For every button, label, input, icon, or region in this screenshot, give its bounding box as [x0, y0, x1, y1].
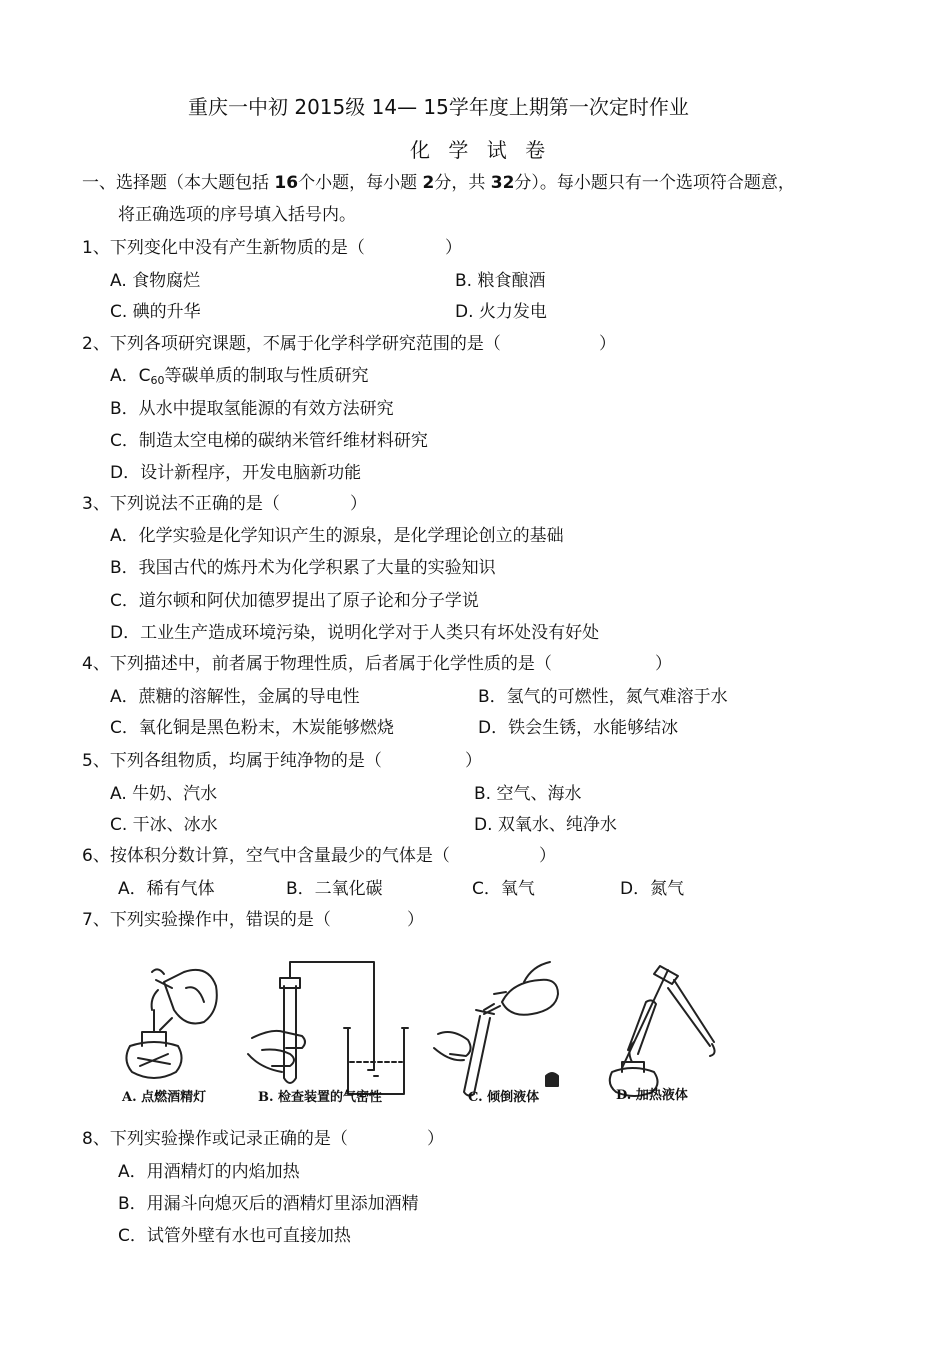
q5-answer-bracket: ）	[465, 751, 482, 771]
title-grade: 级	[345, 95, 366, 119]
q1-option-a: A. 食物腐烂	[110, 271, 201, 291]
q8-answer-bracket: ）	[427, 1129, 444, 1149]
title-term: 学年度上期第一次定时作业	[448, 95, 689, 119]
q4-stem-text: 4、下列描述中，前者属于物理性质，后者属于化学性质的是（	[82, 654, 552, 674]
title-year: 2015	[294, 95, 346, 119]
title-school: 重庆一中初	[188, 95, 288, 119]
q1-stem	[82, 237, 462, 259]
q3-option-b: B．我国古代的炼丹术为化学积累了大量的实验知识	[110, 558, 496, 578]
q6-option-d: D．氮气	[620, 879, 685, 899]
q3-stem	[82, 493, 367, 515]
page-title	[188, 96, 689, 118]
q3-answer-bracket: ）	[350, 494, 367, 514]
q2-option-d: D．设计新程序，开发电脑新功能	[110, 463, 362, 483]
instruction-text: 一、选择题（本大题包括	[82, 173, 269, 193]
q5-option-d: D. 双氧水、纯净水	[474, 815, 617, 835]
q4-stem	[82, 653, 672, 675]
q5-option-a: A. 牛奶、汽水	[110, 784, 218, 804]
q6-option-a: A．稀有气体	[118, 879, 215, 899]
title-range: 14— 15	[371, 95, 449, 119]
reagent-bottle-icon	[484, 962, 558, 1015]
q2-a-subscript: 60	[150, 374, 165, 387]
q2-option-a	[110, 365, 369, 387]
q8-option-c: C．试管外壁有水也可直接加热	[118, 1226, 351, 1246]
q3-option-c: C．道尔顿和阿伏加德罗提出了原子论和分子学说	[110, 591, 479, 611]
q7-caption-c: C. 倾倒液体	[468, 1090, 540, 1105]
section-instruction-2: 将正确选项的序号填入括号内。	[118, 205, 356, 225]
test-tube-icon	[280, 962, 374, 1083]
q2-option-c: C．制造太空电梯的碳纳米管纤维材料研究	[110, 431, 428, 451]
q2-option-b: B．从水中提取氢能源的有效方法研究	[110, 399, 394, 419]
q7-caption-a: A. 点燃酒精灯	[122, 1090, 207, 1105]
q6-option-b: B．二氧化碳	[286, 879, 383, 899]
beaker-icon	[344, 1028, 408, 1094]
q1-option-d: D. 火力发电	[455, 302, 547, 322]
q2-stem	[82, 333, 616, 355]
q4-answer-bracket: ）	[655, 654, 672, 674]
q5-stem-text: 5、下列各组物质，均属于纯净物的是（	[82, 751, 382, 771]
points-total: 32	[490, 173, 515, 193]
section-instruction	[82, 172, 795, 194]
q2-a-text: A．C	[110, 366, 151, 386]
q5-option-b: B. 空气、海水	[474, 784, 582, 804]
q3-option-d: D．工业生产造成环境污染，说明化学对于人类只有坏处没有好处	[110, 623, 600, 643]
q6-stem	[82, 845, 556, 867]
q4-option-b: B．氢气的可燃性，氮气难溶于水	[478, 687, 728, 707]
q4-option-c: C．氧化铜是黑色粉末，木炭能够燃烧	[110, 718, 394, 738]
q1-answer-bracket: ）	[445, 238, 462, 258]
test-tube-holder-icon	[622, 966, 715, 1068]
tilted-lamp-icon	[152, 969, 217, 1030]
page-subtitle: 化 学 试 卷	[410, 138, 552, 162]
q6-stem-text: 6、按体积分数计算，空气中含量最少的气体是（	[82, 846, 450, 866]
q7-stem-text: 7、下列实验操作中，错误的是（	[82, 910, 331, 930]
q4-option-d: D．铁会生锈，水能够结冰	[478, 718, 679, 738]
q8-stem	[82, 1128, 444, 1150]
q2-a-text-rest: 等碳单质的制取与性质研究	[164, 366, 369, 386]
q3-option-a: A．化学实验是化学知识产生的源泉，是化学理论创立的基础	[110, 526, 564, 546]
q8-option-a: A．用酒精灯的内焰加热	[118, 1162, 300, 1182]
alcohol-lamp-icon	[126, 990, 181, 1078]
q6-answer-bracket: ）	[539, 846, 556, 866]
q1-option-b: B. 粮食酿酒	[455, 271, 546, 291]
points-each: 2	[422, 173, 435, 193]
question-count: 16	[274, 173, 299, 193]
q4-option-a: A．蔗糖的溶解性，金属的导电性	[110, 687, 360, 707]
q7-caption-b: B. 检查装置的气密性	[258, 1090, 383, 1105]
q8-option-b: B．用漏斗向熄灭后的酒精灯里添加酒精	[118, 1194, 419, 1214]
q6-option-c: C．氧气	[472, 879, 535, 899]
q1-option-c: C. 碘的升华	[110, 302, 201, 322]
q7-answer-bracket: ）	[407, 910, 424, 930]
bottle-stopper-icon	[546, 1073, 558, 1086]
q7-stem	[82, 909, 424, 931]
holding-hand-icon	[434, 1032, 471, 1060]
q2-stem-text: 2、下列各项研究课题，不属于化学科学研究范围的是（	[82, 334, 501, 354]
q7-figure	[112, 958, 732, 1110]
q5-stem	[82, 750, 482, 772]
q8-stem-text: 8、下列实验操作或记录正确的是（	[82, 1129, 348, 1149]
q7-caption-d: D. 加热液体	[616, 1088, 688, 1103]
instruction-text: 分）。每小题只有一个选项符合题意，	[514, 173, 795, 193]
q5-option-c: C. 干冰、冰水	[110, 815, 218, 835]
q2-answer-bracket: ）	[599, 334, 616, 354]
q1-stem-text: 1、下列变化中没有产生新物质的是（	[82, 238, 365, 258]
instruction-text: 个小题，每小题	[298, 173, 418, 193]
instruction-text: 分，共	[434, 173, 486, 193]
q3-stem-text: 3、下列说法不正确的是（	[82, 494, 280, 514]
